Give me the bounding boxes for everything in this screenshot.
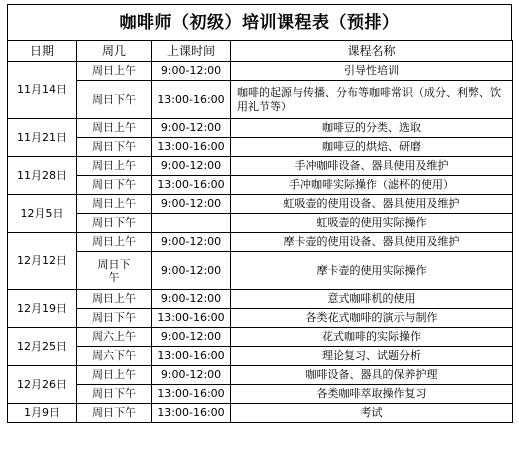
header-date: 日期 <box>8 41 77 62</box>
date-cell: 1月9日 <box>8 404 77 423</box>
date-cell: 11月21日 <box>8 119 77 157</box>
table-row <box>8 138 513 157</box>
time-cell: 9:00-12:00 <box>152 366 231 385</box>
table-row <box>8 195 513 214</box>
session-cell: 周日下午 <box>77 176 152 195</box>
header-time: 上课时间 <box>152 41 231 62</box>
course-cell: 咖啡豆的烘焙、研磨 <box>231 138 513 157</box>
header-row <box>8 41 513 62</box>
session-cell: 周日上午 <box>77 233 152 252</box>
session-cell: 周日上午 <box>77 366 152 385</box>
time-cell <box>152 214 231 233</box>
time-cell: 9:00-12:00 <box>152 195 231 214</box>
table-row <box>8 157 513 176</box>
course-cell: 各类花式咖啡的演示与制作 <box>231 309 513 328</box>
time-cell: 13:00-16:00 <box>152 309 231 328</box>
date-cell: 12月26日 <box>8 366 77 404</box>
session-cell: 周日下午 <box>77 385 152 404</box>
time-cell: 13:00-16:00 <box>152 138 231 157</box>
course-cell: 手冲咖啡实际操作（滤杯的使用） <box>231 176 513 195</box>
table-row <box>8 62 513 81</box>
time-cell: 13:00-16:00 <box>152 347 231 366</box>
session-cell: 周日下午 <box>77 214 152 233</box>
time-cell: 13:00-16:00 <box>152 81 231 119</box>
table-row <box>8 366 513 385</box>
time-cell: 9:00-12:00 <box>152 157 231 176</box>
session-cell: 周六上午 <box>77 328 152 347</box>
session-cell: 周日下午 <box>77 252 152 290</box>
date-cell: 12月5日 <box>8 195 77 233</box>
session-cell: 周日上午 <box>77 62 152 81</box>
course-cell: 意式咖啡机的使用 <box>231 290 513 309</box>
table-row <box>8 404 513 423</box>
course-cell: 各类咖啡萃取操作复习 <box>231 385 513 404</box>
course-cell: 咖啡设备、器具的保养护理 <box>231 366 513 385</box>
schedule-body <box>8 62 513 423</box>
course-cell: 摩卡壶的使用实际操作 <box>231 252 513 290</box>
session-cell: 周日下午 <box>77 404 152 423</box>
time-cell: 9:00-12:00 <box>152 119 231 138</box>
course-cell: 咖啡的起源与传播、分布等咖啡常识（成分、利弊、饮用礼节等） <box>231 81 513 119</box>
course-cell: 引导性培训 <box>231 62 513 81</box>
course-cell: 手冲咖啡设备、器具使用及维护 <box>231 157 513 176</box>
table-row <box>8 309 513 328</box>
table-row <box>8 328 513 347</box>
time-cell: 13:00-16:00 <box>152 176 231 195</box>
session-cell: 周日上午 <box>77 119 152 138</box>
table-row <box>8 81 513 119</box>
course-cell: 摩卡壶的使用设备、器具使用及维护 <box>231 233 513 252</box>
session-cell: 周日上午 <box>77 290 152 309</box>
header-course: 课程名称 <box>231 41 513 62</box>
session-cell: 周日下午 <box>77 138 152 157</box>
table-row <box>8 214 513 233</box>
time-cell: 13:00-16:00 <box>152 385 231 404</box>
course-cell: 虹吸壶的使用设备、器具使用及维护 <box>231 195 513 214</box>
table-row <box>8 252 513 290</box>
course-cell: 理论复习、试题分析 <box>231 347 513 366</box>
header-weekday: 周几 <box>77 41 152 62</box>
table-row <box>8 233 513 252</box>
table-row <box>8 385 513 404</box>
course-cell: 花式咖啡的实际操作 <box>231 328 513 347</box>
date-cell: 11月28日 <box>8 157 77 195</box>
time-cell: 9:00-12:00 <box>152 328 231 347</box>
page-title: 咖啡师（初级）培训课程表（预排） <box>7 4 512 40</box>
date-cell: 12月19日 <box>8 290 77 328</box>
session-cell: 周日上午 <box>77 157 152 176</box>
date-cell: 11月14日 <box>8 62 77 119</box>
course-cell: 考试 <box>231 404 513 423</box>
table-row <box>8 347 513 366</box>
time-cell: 9:00-12:00 <box>152 290 231 309</box>
session-cell: 周日上午 <box>77 195 152 214</box>
time-cell: 9:00-12:00 <box>152 233 231 252</box>
time-cell: 9:00-12:00 <box>152 62 231 81</box>
time-cell: 13:00-16:00 <box>152 404 231 423</box>
session-cell: 周日下午 <box>77 81 152 119</box>
course-cell: 虹吸壶的使用实际操作 <box>231 214 513 233</box>
course-cell: 咖啡豆的分类、选取 <box>231 119 513 138</box>
table-row <box>8 119 513 138</box>
date-cell: 12月25日 <box>8 328 77 366</box>
schedule-table <box>7 40 513 423</box>
table-row <box>8 176 513 195</box>
schedule-sheet <box>7 4 512 423</box>
session-cell: 周六下午 <box>77 347 152 366</box>
date-cell: 12月12日 <box>8 233 77 290</box>
session-cell: 周日下午 <box>77 309 152 328</box>
time-cell: 9:00-12:00 <box>152 252 231 290</box>
table-row <box>8 290 513 309</box>
